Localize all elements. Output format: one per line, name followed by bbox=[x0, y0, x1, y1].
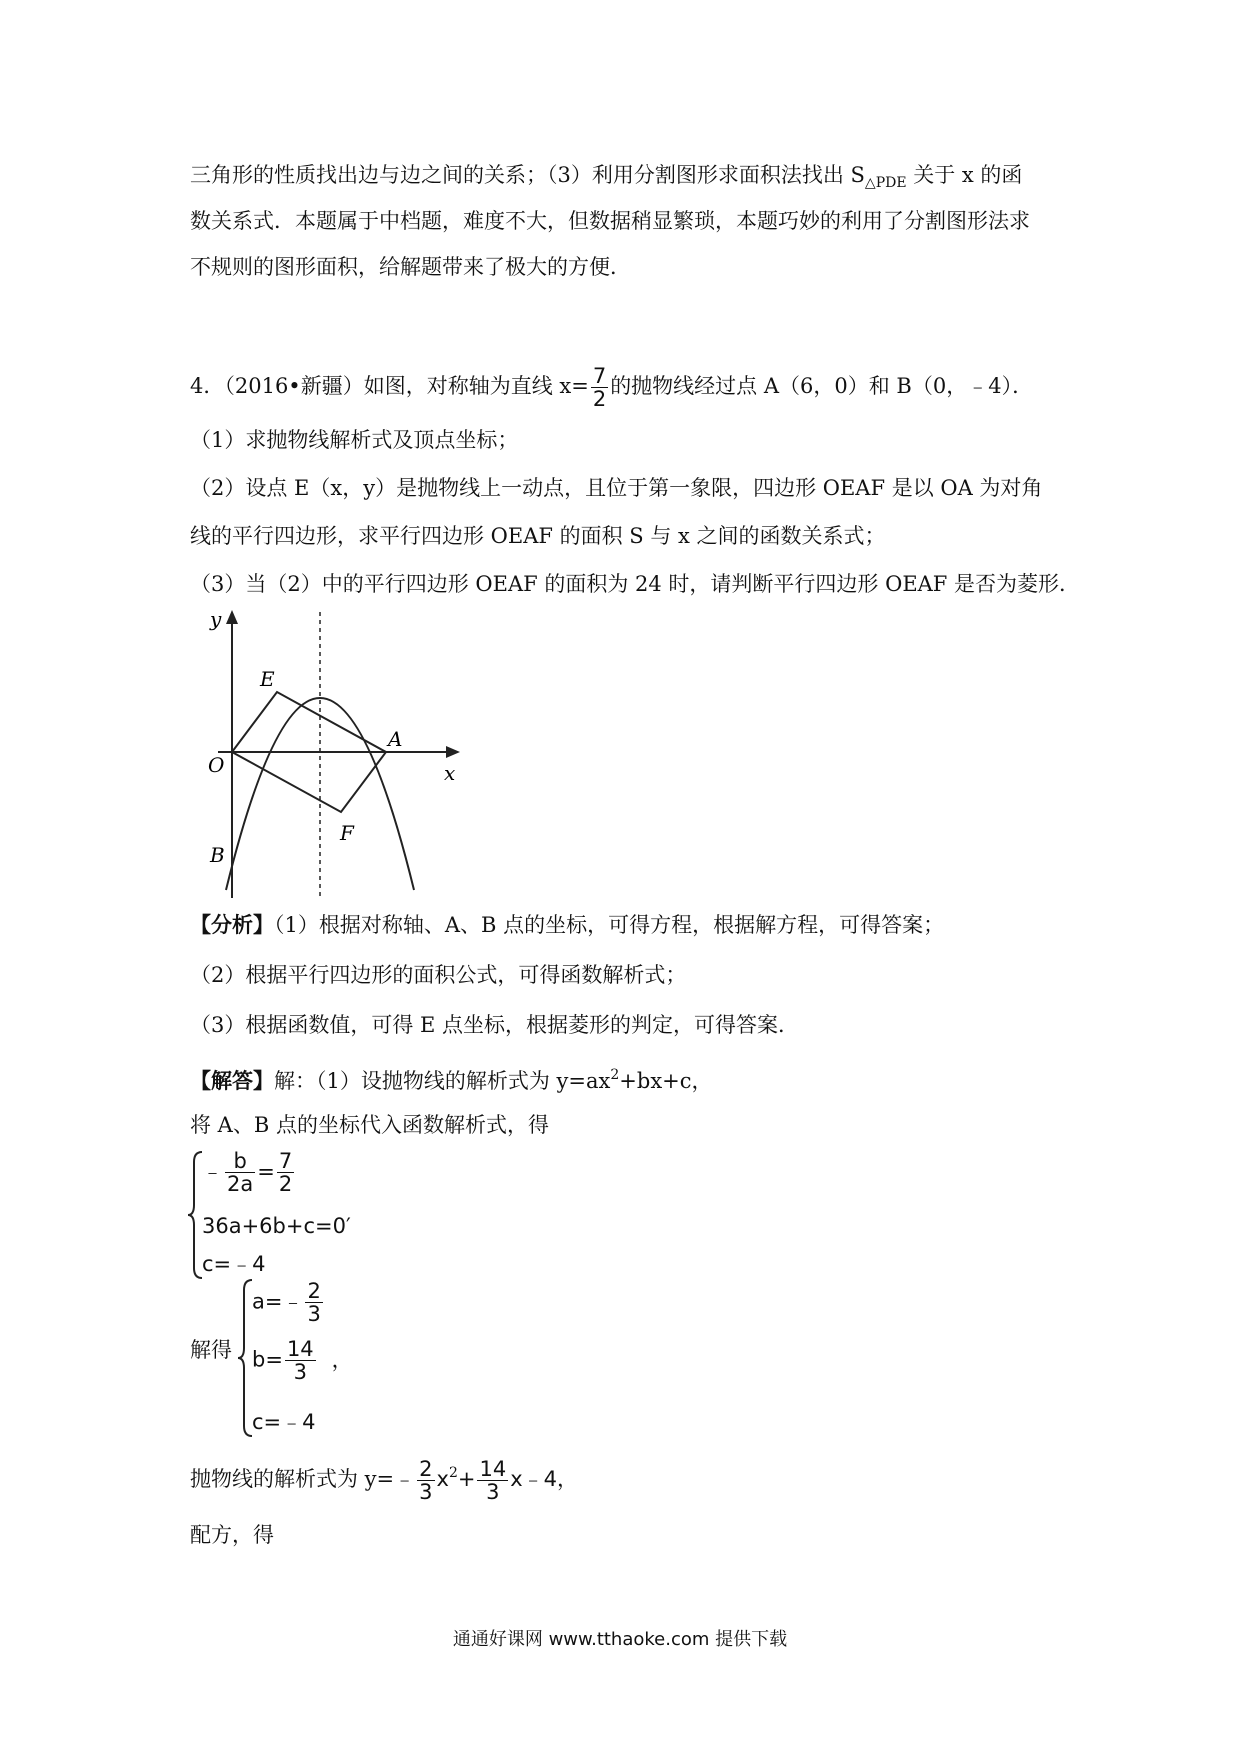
sys1-frac-b-2a bbox=[225, 1150, 255, 1195]
sys2-b-lhs: b= bbox=[252, 1347, 283, 1372]
sys2-a-den: 3 bbox=[307, 1302, 321, 1326]
system-1 bbox=[202, 1150, 402, 1280]
system-1-row-2: 36a+6b+c=0′ bbox=[202, 1214, 351, 1238]
analysis-p1-text: （1）根据对称轴、A、B 点的坐标，可得方程，根据解方程，可得答案； bbox=[274, 913, 945, 937]
intro-line-3: 不规则的图形面积，给解题带来了极大的方便． bbox=[190, 255, 631, 279]
analysis-p1 bbox=[190, 910, 944, 940]
system-2 bbox=[252, 1280, 452, 1440]
y-axis-arrow-icon bbox=[226, 610, 238, 624]
system-1-row-1 bbox=[202, 1150, 296, 1195]
label-o: O bbox=[208, 753, 225, 777]
question-2-line-1: （2）设点 E（x，y）是抛物线上一动点，且位于第一象限，四边形 OEAF 是以 OA 为对角 bbox=[190, 476, 1043, 500]
page-footer: 通通好课网 www.tthaoke.com 提供下载 bbox=[452, 1629, 788, 1650]
result-prefix: 抛物线的解析式为 y=﹣ bbox=[190, 1467, 416, 1491]
intro-line-1 bbox=[190, 160, 1022, 198]
analysis-p3: （3）根据函数值，可得 E 点坐标，根据菱形的判定，可得答案． bbox=[190, 1013, 800, 1037]
problem-stem-text-a: 4．（2016•新疆）如图，对称轴为直线 x= bbox=[190, 374, 589, 398]
label-y: y bbox=[210, 607, 222, 631]
result-frac-2 bbox=[477, 1458, 508, 1503]
solution-substitute: 将 A、B 点的坐标代入函数解析式，得 bbox=[190, 1113, 549, 1137]
sys1-frac-num: b bbox=[225, 1150, 255, 1173]
result-sup: 2 bbox=[448, 1465, 458, 1481]
result-x: x bbox=[436, 1467, 449, 1491]
result-frac-1-num: 2 bbox=[419, 1457, 433, 1481]
label-e: E bbox=[260, 667, 275, 691]
result-plus: + bbox=[457, 1467, 476, 1491]
sys1-rfrac-num: 7 bbox=[278, 1149, 293, 1173]
sys1-eq: = bbox=[257, 1159, 275, 1184]
axis-fraction-den: 2 bbox=[592, 387, 607, 411]
result-frac-1-den: 3 bbox=[419, 1480, 433, 1504]
solution-start-tail: +bx+c， bbox=[619, 1069, 713, 1093]
solve-label: 解得 bbox=[190, 1338, 232, 1362]
solution-start-sup: 2 bbox=[610, 1067, 620, 1083]
question-1: （1）求抛物线解析式及顶点坐标； bbox=[190, 428, 519, 452]
sys2-a-frac bbox=[305, 1280, 322, 1325]
system-1-row-3: c=﹣4 bbox=[202, 1252, 266, 1276]
question-3: （3）当（2）中的平行四边形 OEAF 的面积为 24 时，请判断平行四边形 OEAF 是否为菱形． bbox=[190, 572, 1081, 596]
problem-stem bbox=[190, 365, 1033, 410]
sys2-b-tail: ， bbox=[331, 1347, 353, 1372]
result-frac-2-den: 3 bbox=[486, 1480, 500, 1504]
sys1-frac-7-2 bbox=[277, 1150, 294, 1195]
sys2-b-den: 3 bbox=[293, 1360, 307, 1384]
label-x: x bbox=[444, 761, 456, 785]
system-2-row-b bbox=[252, 1338, 353, 1383]
intro-line-2: 数关系式．本题属于中档题，难度不大，但数据稍显繁琐，本题巧妙的利用了分割图形法求 bbox=[190, 209, 1030, 233]
sys1-frac-den: 2a bbox=[227, 1172, 254, 1196]
sys2-a-lhs: a=﹣ bbox=[252, 1289, 304, 1314]
result-tail: x﹣4， bbox=[510, 1467, 579, 1491]
intro-line-1-text-b: 关于 x 的函 bbox=[906, 163, 1023, 187]
sys1-rfrac-den: 2 bbox=[278, 1172, 293, 1196]
analysis-p2: （2）根据平行四边形的面积公式，可得函数解析式； bbox=[190, 963, 687, 987]
solution-start-text: 解：（1）设抛物线的解析式为 y=ax bbox=[274, 1069, 611, 1093]
result-frac-2-num: 14 bbox=[479, 1457, 507, 1481]
sys2-a-num: 2 bbox=[307, 1279, 321, 1303]
area-subscript: △PDE bbox=[864, 175, 907, 191]
sys1-minus: ﹣ bbox=[202, 1159, 223, 1184]
question-2-line-2: 线的平行四边形，求平行四边形 OEAF 的面积 S 与 x 之间的函数关系式； bbox=[190, 524, 886, 548]
label-b: B bbox=[210, 843, 225, 867]
sys2-b-frac bbox=[285, 1338, 316, 1383]
complete-square: 配方，得 bbox=[190, 1523, 274, 1547]
x-axis-arrow-icon bbox=[446, 746, 460, 758]
axis-fraction-num: 7 bbox=[592, 364, 607, 388]
intro-line-1-text-a: 三角形的性质找出边与边之间的关系；（3）利用分割图形求面积法找出 S bbox=[190, 163, 865, 187]
axis-fraction bbox=[591, 365, 608, 410]
result-frac-1 bbox=[417, 1458, 434, 1503]
solution-tag: 【解答】 bbox=[190, 1068, 274, 1093]
parabola-figure bbox=[190, 606, 470, 906]
label-a: A bbox=[388, 727, 403, 751]
problem-stem-text-b: 的抛物线经过点 A（6，0）和 B（0，﹣4）． bbox=[610, 374, 1034, 398]
solution-start bbox=[190, 1060, 713, 1096]
system-2-row-c: c=﹣4 bbox=[252, 1410, 316, 1434]
result-line bbox=[190, 1458, 578, 1503]
system-2-row-a bbox=[252, 1280, 325, 1325]
sys2-b-num: 14 bbox=[286, 1337, 314, 1361]
analysis-tag: 【分析】 bbox=[190, 912, 274, 937]
label-f: F bbox=[340, 821, 354, 845]
